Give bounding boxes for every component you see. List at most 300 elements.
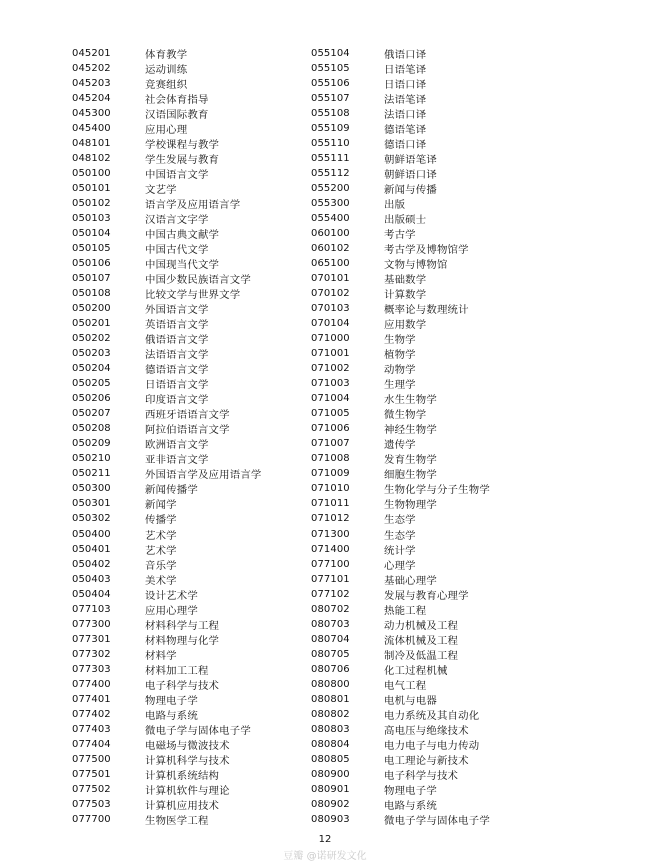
list-item bbox=[311, 421, 490, 436]
subject-name: 外国语言文学 bbox=[145, 304, 209, 317]
subject-code: 050203 bbox=[72, 348, 111, 360]
subject-name: 基础数学 bbox=[384, 274, 427, 287]
subject-code: 071011 bbox=[311, 498, 350, 510]
subject-code: 071012 bbox=[311, 513, 350, 525]
subject-code: 055111 bbox=[311, 153, 350, 165]
list-item bbox=[311, 767, 490, 782]
list-item bbox=[311, 782, 490, 797]
subject-name: 中国古典文献学 bbox=[145, 229, 220, 242]
list-item bbox=[72, 181, 262, 196]
subject-code: 080705 bbox=[311, 648, 350, 660]
subject-code: 050101 bbox=[72, 183, 111, 195]
subject-code: 077403 bbox=[72, 723, 111, 735]
subject-name: 动物学 bbox=[384, 364, 416, 377]
subject-name: 电子科学与技术 bbox=[384, 769, 459, 782]
list-item bbox=[311, 451, 490, 466]
list-item bbox=[72, 76, 262, 91]
subject-name: 电路与系统 bbox=[384, 799, 437, 812]
subject-code: 077400 bbox=[72, 678, 111, 690]
subject-name: 应用数学 bbox=[384, 319, 427, 332]
list-item bbox=[311, 632, 490, 647]
subject-name: 流体机械及工程 bbox=[384, 634, 459, 647]
subject-name: 法语笔译 bbox=[384, 94, 427, 107]
subject-name: 亚非语言文学 bbox=[145, 454, 209, 467]
subject-code: 080704 bbox=[311, 633, 350, 645]
list-item bbox=[72, 106, 262, 121]
subject-name: 学生发展与教育 bbox=[145, 154, 220, 167]
list-item bbox=[311, 752, 490, 767]
subject-code: 050209 bbox=[72, 438, 111, 450]
subject-code: 055112 bbox=[311, 168, 350, 180]
list-item bbox=[311, 587, 490, 602]
list-item bbox=[72, 121, 262, 136]
subject-code: 050105 bbox=[72, 243, 111, 255]
subject-name: 电机与电器 bbox=[384, 694, 437, 707]
list-item bbox=[72, 271, 262, 286]
subject-name: 概率论与数理统计 bbox=[384, 304, 469, 317]
subject-code: 050201 bbox=[72, 318, 111, 330]
list-item bbox=[311, 677, 490, 692]
subject-name: 材料物理与化学 bbox=[145, 634, 220, 647]
subject-name: 生态学 bbox=[384, 514, 416, 527]
list-item bbox=[72, 226, 262, 241]
list-item bbox=[72, 346, 262, 361]
subject-code: 080800 bbox=[311, 678, 350, 690]
subject-name: 计算机应用技术 bbox=[145, 799, 220, 812]
subject-code: 050210 bbox=[72, 453, 111, 465]
list-item bbox=[72, 136, 262, 151]
watermark: 豆瓣 @诺研发文化 bbox=[283, 851, 367, 862]
subject-code: 077404 bbox=[72, 738, 111, 750]
list-item bbox=[72, 587, 262, 602]
subject-code: 071003 bbox=[311, 378, 350, 390]
list-item bbox=[72, 511, 262, 526]
subject-name: 德语口译 bbox=[384, 139, 427, 152]
subject-name: 计算数学 bbox=[384, 289, 427, 302]
list-item bbox=[311, 331, 490, 346]
list-item bbox=[72, 722, 262, 737]
list-item bbox=[311, 391, 490, 406]
subject-code: 050400 bbox=[72, 528, 111, 540]
subject-code: 050100 bbox=[72, 168, 111, 180]
subject-code: 050207 bbox=[72, 408, 111, 420]
list-item bbox=[72, 46, 262, 61]
subject-name: 语言学及应用语言学 bbox=[145, 199, 241, 212]
subject-code: 050403 bbox=[72, 573, 111, 585]
subject-code: 080803 bbox=[311, 723, 350, 735]
page-number: 12 bbox=[318, 834, 332, 845]
subject-name: 阿拉伯语语言文学 bbox=[145, 424, 230, 437]
list-item bbox=[311, 737, 490, 752]
subject-code: 077401 bbox=[72, 693, 111, 705]
list-item bbox=[72, 331, 262, 346]
subject-name: 应用心理 bbox=[145, 124, 188, 137]
list-item bbox=[311, 496, 490, 511]
list-item bbox=[311, 572, 490, 587]
list-item bbox=[311, 46, 490, 61]
list-item bbox=[311, 286, 490, 301]
list-item bbox=[72, 557, 262, 572]
subject-code: 070103 bbox=[311, 303, 350, 315]
list-item bbox=[311, 406, 490, 421]
subject-code: 071006 bbox=[311, 423, 350, 435]
subject-name: 材料加工工程 bbox=[145, 664, 209, 677]
subject-code: 045300 bbox=[72, 108, 111, 120]
list-item bbox=[311, 121, 490, 136]
subject-name: 微生物学 bbox=[384, 409, 427, 422]
subject-name: 生物物理学 bbox=[384, 499, 437, 512]
subject-name: 应用心理学 bbox=[145, 604, 198, 617]
subject-code: 050301 bbox=[72, 498, 111, 510]
subject-code: 045201 bbox=[72, 48, 111, 59]
subject-code: 050200 bbox=[72, 303, 111, 315]
subject-name: 生理学 bbox=[384, 379, 416, 392]
subject-code: 050106 bbox=[72, 258, 111, 270]
subject-name: 电工理论与新技术 bbox=[384, 754, 469, 767]
subject-code: 050108 bbox=[72, 288, 111, 300]
subject-code: 080901 bbox=[311, 783, 350, 795]
subject-code: 077500 bbox=[72, 753, 111, 765]
subject-code: 055108 bbox=[311, 108, 350, 120]
subject-code: 055400 bbox=[311, 213, 350, 225]
subject-code: 050103 bbox=[72, 213, 111, 225]
left-column bbox=[72, 46, 262, 827]
subject-name: 比较文学与世界文学 bbox=[145, 289, 241, 302]
list-item bbox=[72, 572, 262, 587]
subject-name: 艺术学 bbox=[145, 529, 177, 542]
subject-code: 048101 bbox=[72, 138, 111, 150]
subject-name: 俄语语言文学 bbox=[145, 334, 209, 347]
subject-name: 朝鲜语口译 bbox=[384, 169, 437, 182]
subject-name: 中国少数民族语言文学 bbox=[145, 274, 251, 287]
list-item bbox=[311, 241, 490, 256]
subject-code: 077103 bbox=[72, 603, 111, 615]
subject-code: 055110 bbox=[311, 138, 350, 150]
list-item bbox=[72, 361, 262, 376]
subject-name: 生物医学工程 bbox=[145, 814, 209, 827]
list-item bbox=[72, 647, 262, 662]
subject-code: 050104 bbox=[72, 228, 111, 240]
subject-name: 新闻传播学 bbox=[145, 484, 198, 497]
subject-name: 汉语国际教育 bbox=[145, 109, 209, 122]
subject-name: 生态学 bbox=[384, 529, 416, 542]
list-item bbox=[72, 677, 262, 692]
subject-code: 050204 bbox=[72, 363, 111, 375]
list-item bbox=[311, 617, 490, 632]
subject-code: 077501 bbox=[72, 768, 111, 780]
list-item bbox=[72, 527, 262, 542]
list-item bbox=[311, 707, 490, 722]
subject-name: 朝鲜语笔译 bbox=[384, 154, 437, 167]
list-item bbox=[311, 557, 490, 572]
subject-name: 欧洲语言文学 bbox=[145, 439, 209, 452]
subject-code: 055106 bbox=[311, 78, 350, 90]
subject-code: 080706 bbox=[311, 663, 350, 675]
list-item bbox=[72, 166, 262, 181]
list-item bbox=[311, 511, 490, 526]
list-item bbox=[311, 301, 490, 316]
subject-code: 077303 bbox=[72, 663, 111, 675]
subject-name: 微电子学与固体电子学 bbox=[384, 814, 490, 827]
subject-code: 071000 bbox=[311, 333, 350, 345]
subject-name: 日语口译 bbox=[384, 79, 427, 92]
subject-name: 计算机软件与理论 bbox=[145, 784, 230, 797]
subject-name: 植物学 bbox=[384, 349, 416, 362]
list-item bbox=[72, 406, 262, 421]
subject-name: 电子科学与技术 bbox=[145, 679, 220, 692]
subject-code: 071300 bbox=[311, 528, 350, 540]
subject-code: 055104 bbox=[311, 48, 350, 59]
subject-name: 发育生物学 bbox=[384, 454, 437, 467]
list-item bbox=[72, 797, 262, 812]
subject-name: 水生生物学 bbox=[384, 394, 437, 407]
subject-name: 传播学 bbox=[145, 514, 177, 527]
list-item bbox=[311, 61, 490, 76]
subject-name: 生物学 bbox=[384, 334, 416, 347]
subject-name: 物理电子学 bbox=[384, 784, 437, 797]
list-item bbox=[311, 211, 490, 226]
subject-name: 电力电子与电力传动 bbox=[384, 739, 480, 752]
list-item bbox=[311, 481, 490, 496]
subject-name: 心理学 bbox=[384, 559, 416, 572]
right-column bbox=[311, 46, 490, 827]
subject-code: 080801 bbox=[311, 693, 350, 705]
subject-code: 050402 bbox=[72, 558, 111, 570]
subject-code: 050302 bbox=[72, 513, 111, 525]
subject-code: 055109 bbox=[311, 123, 350, 135]
list-item bbox=[72, 707, 262, 722]
list-item bbox=[72, 316, 262, 331]
subject-code: 080903 bbox=[311, 813, 350, 825]
list-item bbox=[72, 542, 262, 557]
list-item bbox=[72, 301, 262, 316]
subject-name: 新闻学 bbox=[145, 499, 177, 512]
subject-code: 077503 bbox=[72, 798, 111, 810]
subject-code: 055300 bbox=[311, 198, 350, 210]
subject-name: 社会体育指导 bbox=[145, 94, 209, 107]
subject-name: 日语语言文学 bbox=[145, 379, 209, 392]
subject-name: 微电子学与固体电子学 bbox=[145, 724, 251, 737]
list-item bbox=[72, 617, 262, 632]
list-item bbox=[72, 737, 262, 752]
subject-code: 070104 bbox=[311, 318, 350, 330]
subject-name: 美术学 bbox=[145, 574, 177, 587]
subject-code: 050208 bbox=[72, 423, 111, 435]
subject-code: 077100 bbox=[311, 558, 350, 570]
list-item bbox=[311, 466, 490, 481]
subject-code: 050102 bbox=[72, 198, 111, 210]
subject-code: 080802 bbox=[311, 708, 350, 720]
list-item bbox=[311, 181, 490, 196]
subject-name: 文物与博物馆 bbox=[384, 259, 448, 272]
list-item bbox=[311, 692, 490, 707]
subject-name: 运动训练 bbox=[145, 64, 188, 77]
subject-name: 设计艺术学 bbox=[145, 589, 198, 602]
subject-code: 045202 bbox=[72, 63, 111, 75]
list-item bbox=[311, 76, 490, 91]
list-item bbox=[72, 151, 262, 166]
subject-name: 法语语言文学 bbox=[145, 349, 209, 362]
subject-name: 高电压与绝缘技术 bbox=[384, 724, 469, 737]
subject-name: 竞赛组织 bbox=[145, 79, 188, 92]
subject-code: 045203 bbox=[72, 78, 111, 90]
list-item bbox=[311, 436, 490, 451]
subject-code: 050300 bbox=[72, 483, 111, 495]
subject-name: 文艺学 bbox=[145, 184, 177, 197]
subject-name: 动力机械及工程 bbox=[384, 619, 459, 632]
subject-code: 077700 bbox=[72, 813, 111, 825]
subject-name: 材料学 bbox=[145, 649, 177, 662]
list-item bbox=[72, 662, 262, 677]
subject-name: 体育教学 bbox=[145, 49, 188, 61]
list-item bbox=[311, 662, 490, 677]
subject-code: 055107 bbox=[311, 93, 350, 105]
subject-name: 物理电子学 bbox=[145, 694, 198, 707]
subject-name: 材料科学与工程 bbox=[145, 619, 220, 632]
list-item bbox=[72, 496, 262, 511]
list-item bbox=[311, 166, 490, 181]
list-item bbox=[72, 632, 262, 647]
subject-name: 神经生物学 bbox=[384, 424, 437, 437]
subject-code: 071009 bbox=[311, 468, 350, 480]
list-item bbox=[311, 527, 490, 542]
list-item bbox=[72, 256, 262, 271]
list-item bbox=[72, 812, 262, 827]
subject-code: 045400 bbox=[72, 123, 111, 135]
list-item bbox=[311, 271, 490, 286]
subject-code: 060102 bbox=[311, 243, 350, 255]
list-item bbox=[311, 361, 490, 376]
list-item bbox=[72, 196, 262, 211]
subject-name: 基础心理学 bbox=[384, 574, 437, 587]
list-item bbox=[72, 782, 262, 797]
subject-code: 050202 bbox=[72, 333, 111, 345]
subject-code: 065100 bbox=[311, 258, 350, 270]
list-item bbox=[311, 376, 490, 391]
list-item bbox=[72, 61, 262, 76]
list-item bbox=[311, 91, 490, 106]
list-item bbox=[72, 466, 262, 481]
list-item bbox=[72, 451, 262, 466]
subject-name: 新闻与传播 bbox=[384, 184, 437, 197]
subject-name: 计算机系统结构 bbox=[145, 769, 220, 782]
subject-name: 中国语言文学 bbox=[145, 169, 209, 182]
subject-code: 071004 bbox=[311, 393, 350, 405]
list-item bbox=[311, 316, 490, 331]
list-item bbox=[311, 226, 490, 241]
subject-name: 德语笔译 bbox=[384, 124, 427, 137]
list-item bbox=[72, 211, 262, 226]
list-item bbox=[72, 286, 262, 301]
subject-name: 法语口译 bbox=[384, 109, 427, 122]
list-item bbox=[72, 241, 262, 256]
subject-code: 050401 bbox=[72, 543, 111, 555]
subject-name: 电力系统及其自动化 bbox=[384, 709, 480, 722]
list-item bbox=[311, 647, 490, 662]
subject-code: 077300 bbox=[72, 618, 111, 630]
subject-name: 出版硕士 bbox=[384, 214, 427, 227]
list-item bbox=[311, 196, 490, 211]
list-item bbox=[72, 376, 262, 391]
list-item bbox=[311, 722, 490, 737]
subject-code: 077301 bbox=[72, 633, 111, 645]
subject-name: 德语语言文学 bbox=[145, 364, 209, 377]
subject-code: 071008 bbox=[311, 453, 350, 465]
subject-code: 050404 bbox=[72, 588, 111, 600]
list-item bbox=[311, 106, 490, 121]
subject-code: 071400 bbox=[311, 543, 350, 555]
list-item bbox=[72, 752, 262, 767]
subject-name: 电路与系统 bbox=[145, 709, 198, 722]
subject-code: 077101 bbox=[311, 573, 350, 585]
subject-name: 电气工程 bbox=[384, 679, 427, 692]
subject-code: 070102 bbox=[311, 288, 350, 300]
subject-name: 外国语言学及应用语言学 bbox=[145, 469, 262, 482]
subject-code: 055200 bbox=[311, 183, 350, 195]
subject-name: 发展与教育心理学 bbox=[384, 589, 469, 602]
list-item bbox=[72, 391, 262, 406]
subject-code: 077402 bbox=[72, 708, 111, 720]
subject-name: 出版 bbox=[384, 199, 406, 212]
list-item bbox=[311, 812, 490, 827]
subject-code: 071005 bbox=[311, 408, 350, 420]
subject-code: 060100 bbox=[311, 228, 350, 240]
subject-name: 印度语言文学 bbox=[145, 394, 209, 407]
subject-name: 学校课程与教学 bbox=[145, 139, 220, 152]
list-item bbox=[72, 767, 262, 782]
subject-code: 080703 bbox=[311, 618, 350, 630]
subject-code: 077302 bbox=[72, 648, 111, 660]
subject-name: 电磁场与微波技术 bbox=[145, 739, 230, 752]
subject-name: 西班牙语语言文学 bbox=[145, 409, 230, 422]
subject-code: 050211 bbox=[72, 468, 111, 480]
subject-code: 050205 bbox=[72, 378, 111, 390]
subject-code: 050107 bbox=[72, 273, 111, 285]
subject-name: 计算机科学与技术 bbox=[145, 754, 230, 767]
subject-code: 071010 bbox=[311, 483, 350, 495]
subject-name: 艺术学 bbox=[145, 544, 177, 557]
subject-code: 080902 bbox=[311, 798, 350, 810]
subject-code: 077502 bbox=[72, 783, 111, 795]
subject-name: 汉语言文字学 bbox=[145, 214, 209, 227]
subject-code: 077102 bbox=[311, 588, 350, 600]
list-item bbox=[311, 136, 490, 151]
subject-name: 化工过程机械 bbox=[384, 664, 448, 677]
subject-code: 080805 bbox=[311, 753, 350, 765]
subject-code: 071002 bbox=[311, 363, 350, 375]
subject-name: 考古学 bbox=[384, 229, 416, 242]
list-item bbox=[311, 542, 490, 557]
subject-name: 统计学 bbox=[384, 544, 416, 557]
subject-code: 055105 bbox=[311, 63, 350, 75]
list-item bbox=[72, 421, 262, 436]
subject-name: 热能工程 bbox=[384, 604, 427, 617]
subject-code: 080900 bbox=[311, 768, 350, 780]
subject-name: 中国现当代文学 bbox=[145, 259, 220, 272]
list-item bbox=[72, 436, 262, 451]
subject-code: 080702 bbox=[311, 603, 350, 615]
subject-code: 050206 bbox=[72, 393, 111, 405]
subject-code: 080804 bbox=[311, 738, 350, 750]
list-item bbox=[311, 256, 490, 271]
list-item bbox=[311, 602, 490, 617]
subject-name: 考古学及博物馆学 bbox=[384, 244, 469, 257]
subject-name: 音乐学 bbox=[145, 559, 177, 572]
subject-name: 生物化学与分子生物学 bbox=[384, 484, 490, 497]
subject-name: 制冷及低温工程 bbox=[384, 649, 459, 662]
subject-name: 俄语口译 bbox=[384, 49, 427, 61]
subject-name: 细胞生物学 bbox=[384, 469, 437, 482]
